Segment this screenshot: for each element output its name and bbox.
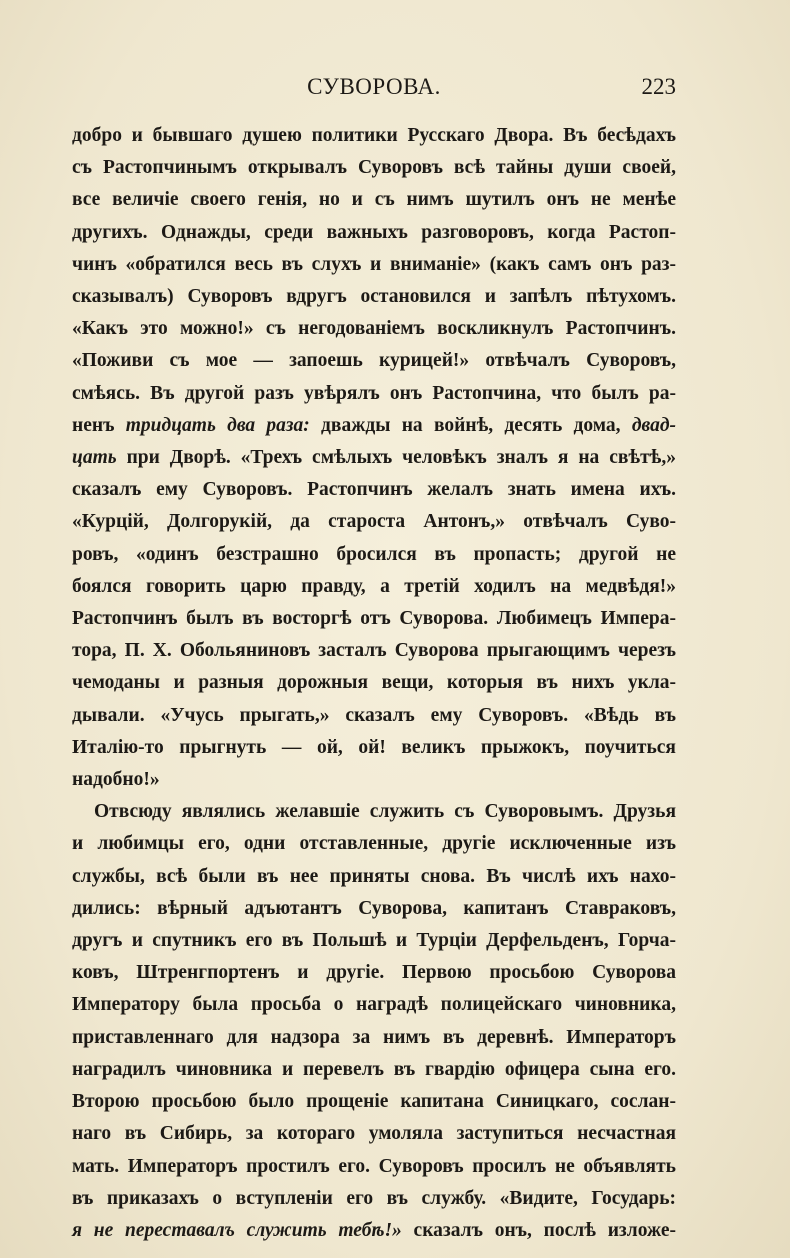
text-line: ковъ, Штренгпортенъ и другіе. Первою просьбою Суворова <box>72 962 676 984</box>
text-line: мать. Императоръ простилъ его. Суворовъ просилъ не объявлять <box>72 1155 676 1177</box>
text-line: дывали. «Учусь прыгать,» сказалъ ему Суворовъ. «Вѣдь въ <box>72 704 676 726</box>
italic-phrase: я не переставалъ служить тебѣ!» <box>72 1219 402 1241</box>
text-line: я не переставалъ служить тебѣ!» сказалъ онъ, послѣ изложе- <box>72 1219 677 1241</box>
text-line: сказалъ ему Суворовъ. Растопчинъ желалъ знать имена ихъ. <box>72 479 676 501</box>
text-line: Императору была просьба о наградѣ полицейскаго чиновника, <box>72 994 676 1016</box>
text-line: чинъ «обратился весь въ слухъ и вниманіе» (какъ самъ онъ раз- <box>72 253 676 275</box>
paragraph-start-line: Отвсюду являлись желавшіе служить съ Суворовымъ. Друзья <box>94 801 676 823</box>
text-line: ненъ тридцать два раза: дважды на войнѣ, десять дома, двад- <box>72 414 676 436</box>
text-line: другъ и спутникъ его въ Польшѣ и Турціи Дерфельденъ, Горча- <box>72 930 676 952</box>
text-line: «Курцій, Долгорукій, да староста Антонъ,» отвѣчалъ Суво- <box>72 511 676 533</box>
italic-phrase: тридцать два раза: <box>125 414 310 436</box>
text-line: боялся говорить царю правду, а третій ходилъ на медвѣдя!» <box>72 575 676 597</box>
text-line: ровъ, «одинъ безстрашно бросился въ пропасть; другой не <box>72 543 676 565</box>
page-number: 223 <box>641 74 676 99</box>
text-line: Италію-то прыгнуть — ой, ой! великъ прыжокъ, поучиться <box>72 736 676 758</box>
text-line: надобно!» <box>72 769 160 791</box>
text-line: наго въ Сибирь, за котораго умоляла заступиться несчастная <box>72 1123 676 1145</box>
text-line: въ приказахъ о вступленіи его въ службу. «Видите, Государь: <box>72 1187 676 1209</box>
text-line: тора, П. Х. Обольяниновъ засталъ Суворова прыгающимъ черезъ <box>72 640 676 662</box>
text-line: смѣясь. Въ другой разъ увѣрялъ онъ Растопчина, что былъ ра- <box>72 382 676 404</box>
text-line: службы, всѣ были въ нее приняты снова. Въ числѣ ихъ нахо- <box>72 865 676 887</box>
text-line: приставленнаго для надзора за нимъ въ деревнѣ. Императоръ <box>72 1026 676 1048</box>
running-head: СУВОРОВА. <box>307 74 441 99</box>
text-line: наградилъ чиновника и перевелъ въ гвардію офицера сына его. <box>72 1058 676 1080</box>
text-line: съ Растопчинымъ открывалъ Суворовъ всѣ тайны души своей, <box>72 157 676 179</box>
italic-phrase: цать <box>72 447 117 469</box>
text-line: «Поживи съ мое — запоешь курицей!» отвѣчалъ Суворовъ, <box>72 350 676 372</box>
text-line: дились: вѣрный адъютантъ Суворова, капитанъ Ставраковъ, <box>72 897 676 919</box>
text-line: чемоданы и разныя дорожныя вещи, которыя въ нихъ укла- <box>72 672 676 694</box>
text-line: добро и бывшаго душею политики Русскаго Двора. Въ бесѣдахъ <box>72 125 676 146</box>
text-line: Второю просьбою было прощеніе капитана Синицкаго, сослан- <box>72 1091 676 1113</box>
text-line: «Какъ это можно!» съ негодованіемъ воскликнулъ Растопчинъ. <box>72 318 676 340</box>
text-line: цать при Дворѣ. «Трехъ смѣлыхъ человѣкъ зналъ я на свѣтѣ,» <box>72 447 676 469</box>
page-header <box>72 74 676 106</box>
text-line: сказывалъ) Суворовъ вдругъ остановился и запѣлъ пѣтухомъ. <box>72 286 676 308</box>
body-text <box>72 120 676 1247</box>
text-line: и любимцы его, одни отставленные, другіе исключенные изъ <box>72 833 676 855</box>
text-line: Растопчинъ былъ въ восторгѣ отъ Суворова. Любимецъ Импера- <box>72 608 676 630</box>
text-line: все величіе своего генія, но и съ нимъ шутилъ онъ не менѣе <box>72 189 676 211</box>
italic-phrase: двад- <box>631 414 676 436</box>
text-line: другихъ. Однажды, среди важныхъ разговоровъ, когда Растоп- <box>72 221 676 243</box>
